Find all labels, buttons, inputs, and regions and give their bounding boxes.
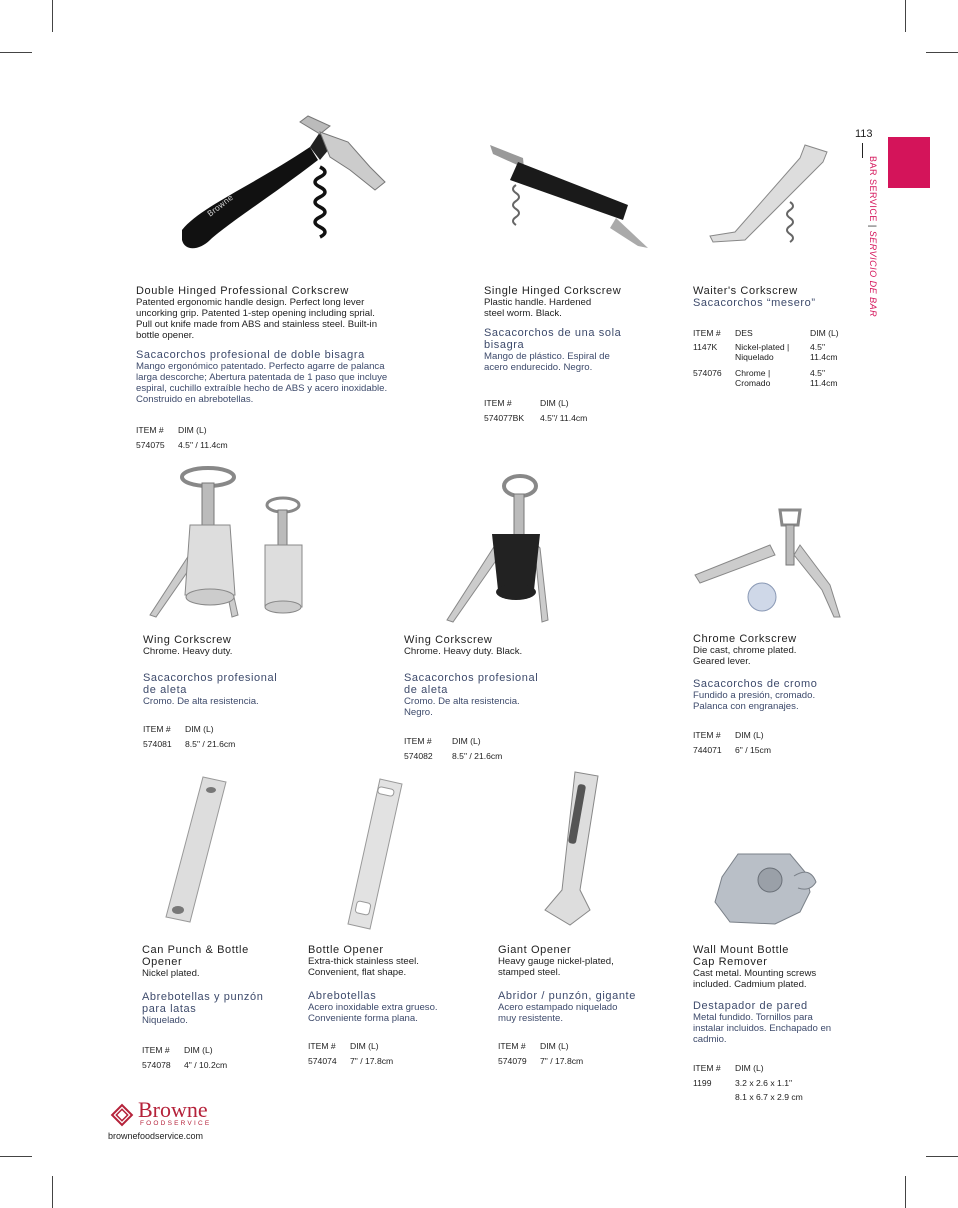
product-can-punch: [142, 944, 302, 1026]
item-number: 1199: [693, 1078, 712, 1088]
product-double-hinged: [136, 285, 446, 405]
product-title-es: para latas: [142, 1003, 197, 1015]
product-title-es: de aleta: [404, 684, 448, 696]
table-header-des: DES: [735, 328, 753, 338]
table-header-dim: DIM (L): [185, 724, 214, 734]
product-desc-line: Extra-thick stainless steel.: [308, 956, 419, 967]
table-header-item: ITEM #: [308, 1041, 336, 1051]
product-title: Wing Corkscrew: [404, 634, 493, 646]
product-desc-line: Cast metal. Mounting screws: [693, 968, 817, 979]
product-title-es: Sacacorchos de una sola: [484, 327, 622, 339]
product-desc-es-line: muy resistente.: [498, 1013, 564, 1024]
crop-mark: [926, 52, 958, 53]
product-desc-line: stamped steel.: [498, 967, 561, 978]
item-dim: 4.5": [810, 368, 825, 378]
wing-corkscrew-chrome-image: [140, 465, 310, 625]
product-title-es: de aleta: [143, 684, 187, 696]
can-punch-bottle-opener-image: [158, 772, 228, 927]
section-label-sep: |: [868, 224, 878, 228]
item-number: 574076: [693, 368, 722, 378]
item-dim: 3.2 x 2.6 x 1.1": [735, 1078, 793, 1088]
table-header-dim: DIM (L): [540, 1041, 569, 1051]
item-dim: 4" / 10.2cm: [184, 1060, 228, 1070]
item-dim: 4.5" / 11.4cm: [178, 440, 228, 450]
product-title: Chrome Corkscrew: [693, 633, 797, 645]
product-title: Wall Mount Bottle: [693, 944, 789, 956]
product-desc-es-line: Mango de plástico. Espiral de: [484, 351, 610, 362]
table-header-item: ITEM #: [484, 398, 512, 408]
product-desc-line: Plastic handle. Hardened: [484, 297, 592, 308]
brand-logo: [108, 1098, 228, 1128]
product-desc-es-line: Cromo. De alta resistencia.: [404, 696, 520, 707]
product-wing-corkscrew-black: [404, 634, 604, 718]
double-hinged-corkscrew-image: [170, 112, 400, 262]
crop-mark: [52, 0, 53, 32]
item-des: Chrome |: [735, 368, 771, 378]
table-header-dim: DIM (L): [350, 1041, 379, 1051]
table-header-dim: DIM (L): [810, 328, 839, 338]
product-desc-line: Pull out knife made from ABS and stainless steel. Built-in: [136, 319, 378, 330]
product-desc-es-line: Niquelado.: [142, 1015, 188, 1026]
giant-opener-image: [540, 770, 605, 930]
product-title-es: Abrebotellas: [308, 990, 377, 1002]
wall-mount-cap-remover-image: [710, 852, 820, 932]
product-desc-line: Nickel plated.: [142, 968, 200, 979]
product-title-es: Sacacorchos “mesero”: [693, 297, 816, 309]
item-dim: 7" / 17.8cm: [540, 1056, 584, 1066]
product-desc-es-line: Fundido a presión, cromado.: [693, 690, 816, 701]
product-title: Double Hinged Professional Corkscrew: [136, 285, 349, 297]
item-dim: 8.5" / 21.6cm: [452, 751, 503, 761]
product-desc-line: Geared lever.: [693, 656, 751, 667]
item-des: Niquelado: [735, 352, 774, 362]
product-title: Bottle Opener: [308, 944, 384, 956]
table-header-item: ITEM #: [136, 425, 164, 435]
product-title: Cap Remover: [693, 956, 768, 968]
item-number: 574079: [498, 1056, 527, 1066]
product-wing-corkscrew-chrome: [143, 634, 343, 707]
chrome-corkscrew-image: [690, 505, 845, 620]
section-label-en: BAR SERVICE: [868, 156, 878, 222]
item-des: Nickel-plated |: [735, 342, 790, 352]
item-dim: 11.4cm: [810, 352, 838, 362]
crop-mark: [905, 1176, 906, 1208]
product-chrome-corkscrew: [693, 633, 863, 712]
product-desc-line: steel worm. Black.: [484, 308, 562, 319]
table-header-dim: DIM (L): [178, 425, 207, 435]
product-wall-mount: [693, 944, 863, 1045]
product-title-es: Abridor / punzón, gigante: [498, 990, 636, 1002]
product-desc-es-line: acero endurecido. Negro.: [484, 362, 593, 373]
brand-sub: FOODSERVICE: [140, 1120, 212, 1127]
item-dim: 8.5" / 21.6cm: [185, 739, 236, 749]
table-header-dim: DIM (L): [184, 1045, 213, 1055]
product-desc-line: Heavy gauge nickel-plated,: [498, 956, 614, 967]
product-desc-es-line: Acero estampado niquelado: [498, 1002, 618, 1013]
table-header-item: ITEM #: [693, 328, 721, 338]
product-title-es: Sacacorchos profesional de doble bisagra: [136, 349, 365, 361]
product-title: Waiter's Corkscrew: [693, 285, 798, 297]
item-number: 574077BK: [484, 413, 525, 423]
product-desc-es-line: Negro.: [404, 707, 433, 718]
product-desc-es-line: Mango ergonómico patentado. Perfecto agarre de palanca: [136, 361, 385, 372]
crop-mark: [0, 1156, 32, 1157]
crop-mark: [926, 1156, 958, 1157]
table-header-item: ITEM #: [142, 1045, 170, 1055]
single-hinged-corkscrew-image: [488, 140, 653, 250]
product-waiters-corkscrew: [693, 285, 853, 309]
product-desc-line: Chrome. Heavy duty. Black.: [404, 646, 523, 657]
table-header-item: ITEM #: [693, 730, 721, 740]
brand-name: Browne: [138, 1097, 208, 1122]
product-desc-es-line: Metal fundido. Tornillos para: [693, 1012, 813, 1023]
product-title-es: Abrebotellas y punzón: [142, 991, 264, 1003]
product-desc-line: uncorking grip. Patented 1-step opening including sprial.: [136, 308, 375, 319]
product-desc-es-line: Palanca con engranajes.: [693, 701, 799, 712]
page-number: 113: [855, 128, 873, 140]
product-desc-es-line: Cromo. De alta resistencia.: [143, 696, 259, 707]
item-dim: 4.5"/ 11.4cm: [540, 413, 588, 423]
crop-mark: [905, 0, 906, 32]
table-header-item: ITEM #: [143, 724, 171, 734]
product-title: Wing Corkscrew: [143, 634, 232, 646]
item-number: 1147K: [693, 342, 718, 352]
section-label-es: SERVICIO DE BAR: [868, 230, 878, 318]
item-number: 574074: [308, 1056, 337, 1066]
item-number: 744071: [693, 745, 722, 755]
bottle-opener-image: [340, 774, 410, 934]
table-header-item: ITEM #: [404, 736, 432, 746]
product-desc-es-line: Acero inoxidable extra grueso.: [308, 1002, 438, 1013]
product-title: Single Hinged Corkscrew: [484, 285, 622, 297]
item-des: Cromado: [735, 378, 771, 388]
waiters-corkscrew-image: [705, 140, 835, 255]
product-single-hinged: [484, 285, 654, 373]
product-giant-opener: [498, 944, 668, 1024]
page-number-rule: [862, 143, 863, 158]
crop-mark: [0, 52, 32, 53]
item-number: 574075: [136, 440, 165, 450]
table-header-dim: DIM (L): [735, 730, 764, 740]
product-bottle-opener: [308, 944, 478, 1024]
item-number: 574081: [143, 739, 172, 749]
brand-logo-icon: [108, 1101, 136, 1129]
product-desc-es-line: larga descorche; Abertura patentada de 1 paso que incluye: [136, 372, 388, 383]
brand-url[interactable]: brownefoodservice.com: [108, 1131, 204, 1141]
table-header-dim: DIM (L): [452, 736, 481, 746]
product-desc-es-line: Construido en abrebotellas.: [136, 394, 254, 405]
section-tab: [888, 137, 930, 188]
product-title-es: bisagra: [484, 339, 525, 351]
item-dim: 6" / 15cm: [735, 745, 772, 755]
product-title-es: Sacacorchos profesional: [143, 672, 278, 684]
product-title: Opener: [142, 956, 183, 968]
handle-logo-text: Browne: [205, 192, 235, 219]
table-header-item: ITEM #: [498, 1041, 526, 1051]
product-desc-line: Die cast, chrome plated.: [693, 645, 797, 656]
item-dim: 4.5": [810, 342, 825, 352]
crop-mark: [52, 1176, 53, 1208]
product-desc-es-line: cadmio.: [693, 1034, 727, 1045]
item-dim: 11.4cm: [810, 378, 838, 388]
item-number: 574082: [404, 751, 433, 761]
wing-corkscrew-black-image: [442, 472, 552, 627]
product-desc-line: Chrome. Heavy duty.: [143, 646, 233, 657]
table-header-dim: DIM (L): [735, 1063, 764, 1073]
product-title: Can Punch & Bottle: [142, 944, 249, 956]
section-label: [868, 156, 878, 317]
product-title-es: Sacacorchos profesional: [404, 672, 539, 684]
product-desc-line: Patented ergonomic handle design. Perfect long lever: [136, 297, 365, 308]
product-title: Giant Opener: [498, 944, 572, 956]
table-header-item: ITEM #: [693, 1063, 721, 1073]
table-header-dim: DIM (L): [540, 398, 569, 408]
product-desc-es-line: instalar incluidos. Enchapado en: [693, 1023, 832, 1034]
product-desc-es-line: espiral, cuchillo extraíble hecho de ABS y acero inoxidable.: [136, 383, 388, 394]
product-desc-line: included. Cadmium plated.: [693, 979, 807, 990]
product-desc-es-line: Conveniente forma plana.: [308, 1013, 418, 1024]
item-dim: 8.1 x 6.7 x 2.9 cm: [735, 1092, 803, 1102]
item-number: 574078: [142, 1060, 171, 1070]
product-desc-line: Convenient, flat shape.: [308, 967, 407, 978]
item-dim: 7" / 17.8cm: [350, 1056, 394, 1066]
product-title-es: Destapador de pared: [693, 1000, 808, 1012]
product-desc-line: bottle opener.: [136, 330, 195, 341]
product-title-es: Sacacorchos de cromo: [693, 678, 818, 690]
